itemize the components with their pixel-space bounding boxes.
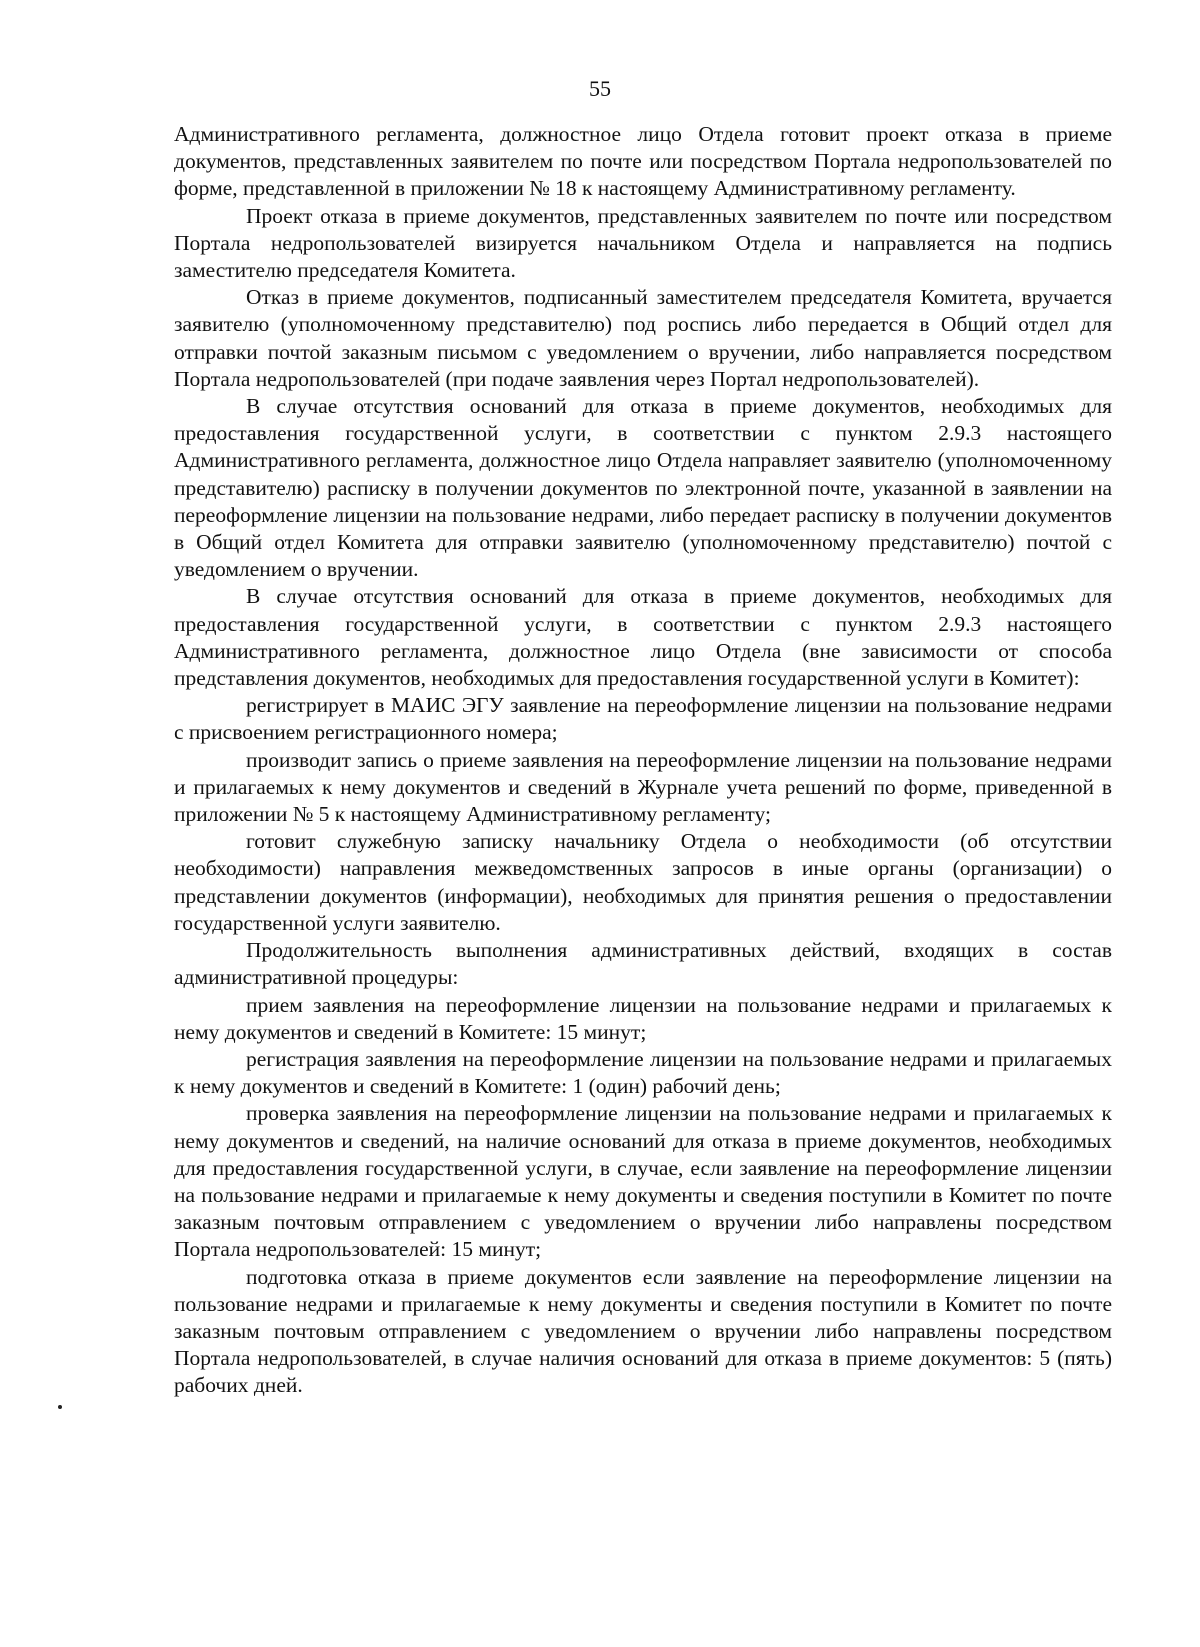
document-body: [174, 121, 1112, 1400]
paragraph: прием заявления на переоформление лицензии на пользование недрами и прилагаемых к нему документов и сведений в Комитете: 15 минут;: [174, 992, 1112, 1044]
paragraph: готовит служебную записку начальнику Отдела о необходимости (об отсутствии необходимости) направления межведомственных запросов в иные органы (организации) о представлении документов (информации), необходимых для принятия решения о предоставлении государственной услуги заявителю.: [174, 829, 1112, 935]
paragraph: проверка заявления на переоформление лицензии на пользование недрами и прилагаемых к нему документов и сведений, на наличие оснований для отказа в приеме документов, необходимых для предоставления государственной услуги, в случае, если заявление на переоформление лицензии на пользование недрами и прилагаемые к нему документы и сведения поступили в Комитет по почте заказным почтовым отправлением с уведомлением о вручении либо направлены посредством Портала недропользователей: 15 минут;: [174, 1101, 1112, 1262]
paragraph: Отказ в приеме документов, подписанный заместителем председателя Комитета, вручается заявителю (уполномоченному представителю) под роспись либо передается в Общий отдел для отправки почтой заказным письмом с уведомлением о вручении, либо направляется посредством Портала недропользователей (при подаче заявления через Портал недропользователей).: [174, 285, 1112, 391]
paragraph: регистрация заявления на переоформление лицензии на пользование недрами и прилагаемых к нему документов и сведений в Комитете: 1 (один) рабочий день;: [174, 1046, 1112, 1099]
scan-speck: [58, 1405, 62, 1409]
paragraph: В случае отсутствия оснований для отказа в приеме документов, необходимых для предоставления государственной услуги, в соответствии с пунктом 2.9.3 настоящего Административного регламента, должностное лицо Отдела направляет заявителю (уполномоченному представителю) расписку в получении документов по электронной почте, указанной в заявлении на переоформление лицензии на пользование недрами, либо передает расписку в получении документов в Общий отдел Комитета для отправки заявителю (уполномоченному представителю) почтой с уведомлением о вручении.: [174, 394, 1112, 582]
paragraph: регистрирует в МАИС ЭГУ заявление на переоформление лицензии на пользование недрами с присвоением регистрационного номера;: [174, 693, 1112, 745]
paragraph: В случае отсутствия оснований для отказа в приеме документов, необходимых для предоставления государственной услуги, в соответствии с пунктом 2.9.3 настоящего Административного регламента, должностное лицо Отдела (вне зависимости от способа представления документов, необходимых для предоставления государственной услуги в Комитет):: [174, 584, 1112, 691]
paragraph: Проект отказа в приеме документов, представленных заявителем по почте или посредством Портала недропользователей визируется начальником Отдела и направляется на подпись заместителю председателя Комитета.: [174, 203, 1112, 283]
paragraph: подготовка отказа в приеме документов если заявление на переоформление лицензии на пользование недрами и прилагаемые к нему документы и сведения поступили в Комитет по почте заказным почтовым отправлением с уведомлением о вручении либо направлены посредством Портала недропользователей, в случае наличия оснований для отказа в приеме документов: 5 (пять) рабочих дней.: [174, 1264, 1112, 1398]
page-number: 55: [589, 76, 611, 101]
paragraph: производит запись о приеме заявления на переоформление лицензии на пользование недрами и прилагаемых к нему документов и сведений в Журнале учета решений по форме, приведенной в приложении № 5 к настоящему Административному регламенту;: [174, 747, 1112, 827]
paragraph: Административного регламента, должностное лицо Отдела готовит проект отказа в приеме документов, представленных заявителем по почте или посредством Портала недропользователей по форме, представленной в приложении № 18 к настоящему Административному регламенту.: [174, 122, 1112, 201]
paragraph: Продолжительность выполнения административных действий, входящих в состав административной процедуры:: [174, 938, 1112, 990]
